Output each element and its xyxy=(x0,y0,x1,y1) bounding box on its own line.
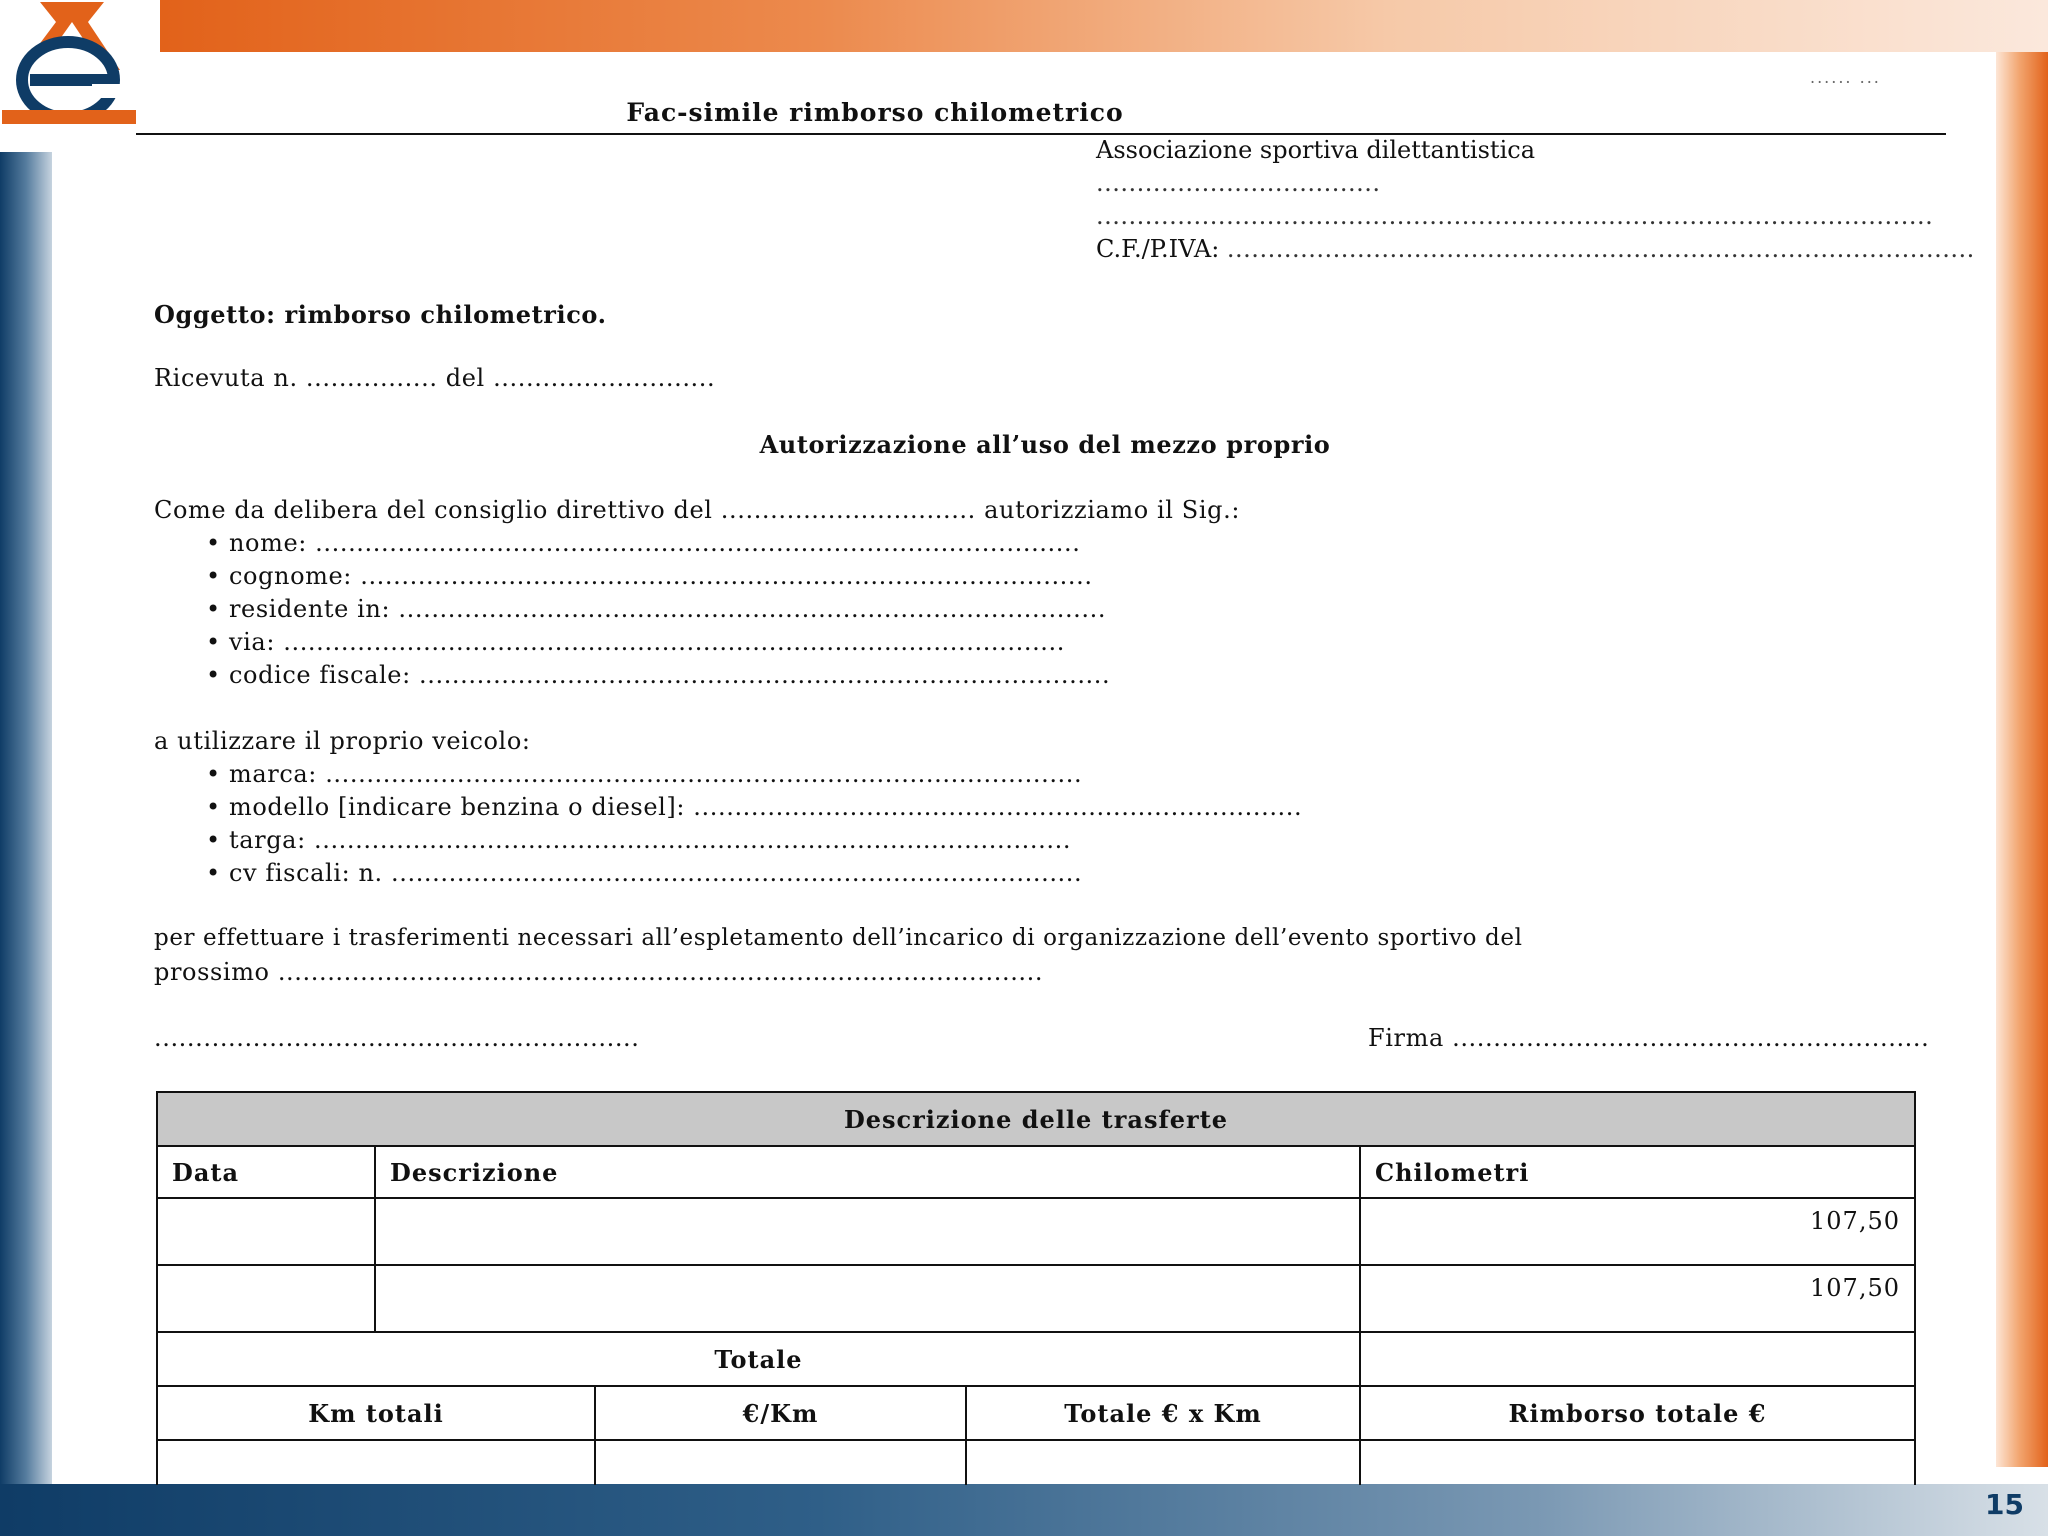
header-rimborso-totale: Rimborso totale € xyxy=(1360,1386,1915,1440)
top-decor-bar xyxy=(160,0,2048,52)
cell-rimborso-totale xyxy=(1360,1440,1915,1485)
cell-km-totali xyxy=(157,1440,595,1485)
header-data: Data xyxy=(157,1146,375,1198)
oggetto-line: Oggetto: rimborso chilometrico. xyxy=(154,300,607,329)
cell-descrizione xyxy=(375,1198,1360,1265)
cell-chilometri: 107,50 xyxy=(1360,1265,1915,1332)
field-residente: • residente in: ...................................................................................... xyxy=(206,595,1107,623)
totale-value xyxy=(1360,1332,1915,1386)
field-nome: • nome: ............................................................................................. xyxy=(206,529,1081,557)
field-marca: • marca: ............................................................................................ xyxy=(206,760,1083,788)
purpose-line-1: per effettuare i trasferimenti necessari all’espletamento dell’incarico di organizzazione dell’evento sportivo del xyxy=(154,925,1523,951)
signature-line: Firma .......................................................... xyxy=(1368,1024,1930,1052)
purpose-line-2: prossimo ............................................................................................. xyxy=(154,958,1044,986)
field-modello: • modello [indicare benzina o diesel]: .......................................................................... xyxy=(206,793,1303,821)
corner-code: ...... ... xyxy=(1810,68,1881,87)
totale-label: Totale xyxy=(157,1332,1360,1386)
vehicle-intro: a utilizzare il proprio veicolo: xyxy=(154,727,531,755)
trasferte-table xyxy=(156,1091,1916,1485)
cf-piva-dots: ............................................................................................ xyxy=(1226,235,1975,263)
header-totale-euro-km: Totale € x Km xyxy=(966,1386,1360,1440)
cell-totale-euro-km xyxy=(966,1440,1360,1485)
cell-data xyxy=(157,1198,375,1265)
left-decor-bar xyxy=(0,152,52,1484)
right-decor-bar xyxy=(1996,52,2048,1467)
field-cognome: • cognome: ......................................................................................... xyxy=(206,562,1093,590)
cell-data xyxy=(157,1265,375,1332)
delibera-line: Come da delibera del consiglio direttivo del ............................... autorizziamo il Sig.: xyxy=(154,496,1241,524)
header-euro-km: €/Km xyxy=(595,1386,966,1440)
cell-euro-km xyxy=(595,1440,966,1485)
ricevuta-line: Ricevuta n. ................ del ........................... xyxy=(154,364,716,392)
header-chilometri: Chilometri xyxy=(1360,1146,1915,1198)
field-codice-fiscale: • codice fiscale: .................................................................................... xyxy=(206,661,1111,689)
table-row xyxy=(157,1198,1915,1265)
field-via: • via: ............................................................................................... xyxy=(206,628,1065,656)
page-number: 15 xyxy=(1985,1488,2024,1521)
cell-descrizione xyxy=(375,1265,1360,1332)
header-descrizione: Descrizione xyxy=(375,1146,1360,1198)
association-label: Associazione sportiva dilettantistica xyxy=(1096,136,1535,164)
table-row xyxy=(157,1265,1915,1332)
bottom-decor-bar xyxy=(0,1484,2048,1536)
table-caption: Descrizione delle trasferte xyxy=(157,1092,1915,1146)
section-title: Autorizzazione all’uso del mezzo proprio xyxy=(759,430,1331,459)
association-address-dots: ....................................................................................................... xyxy=(1096,202,1934,230)
cf-piva-label: C.F./P.IVA: xyxy=(1096,235,1220,263)
association-name-dots: ................................... xyxy=(1096,169,1381,197)
cf-piva-line xyxy=(1096,233,1975,266)
header-km-totali: Km totali xyxy=(157,1386,595,1440)
field-cv-fiscali: • cv fiscali: n. .................................................................................... xyxy=(206,859,1083,887)
cell-chilometri: 107,50 xyxy=(1360,1198,1915,1265)
association-block xyxy=(1096,134,1975,266)
place-date-line: ........................................................... xyxy=(154,1024,640,1052)
document-title: Fac-simile rimborso chilometrico xyxy=(626,98,1124,127)
field-targa: • targa: ............................................................................................ xyxy=(206,826,1072,854)
